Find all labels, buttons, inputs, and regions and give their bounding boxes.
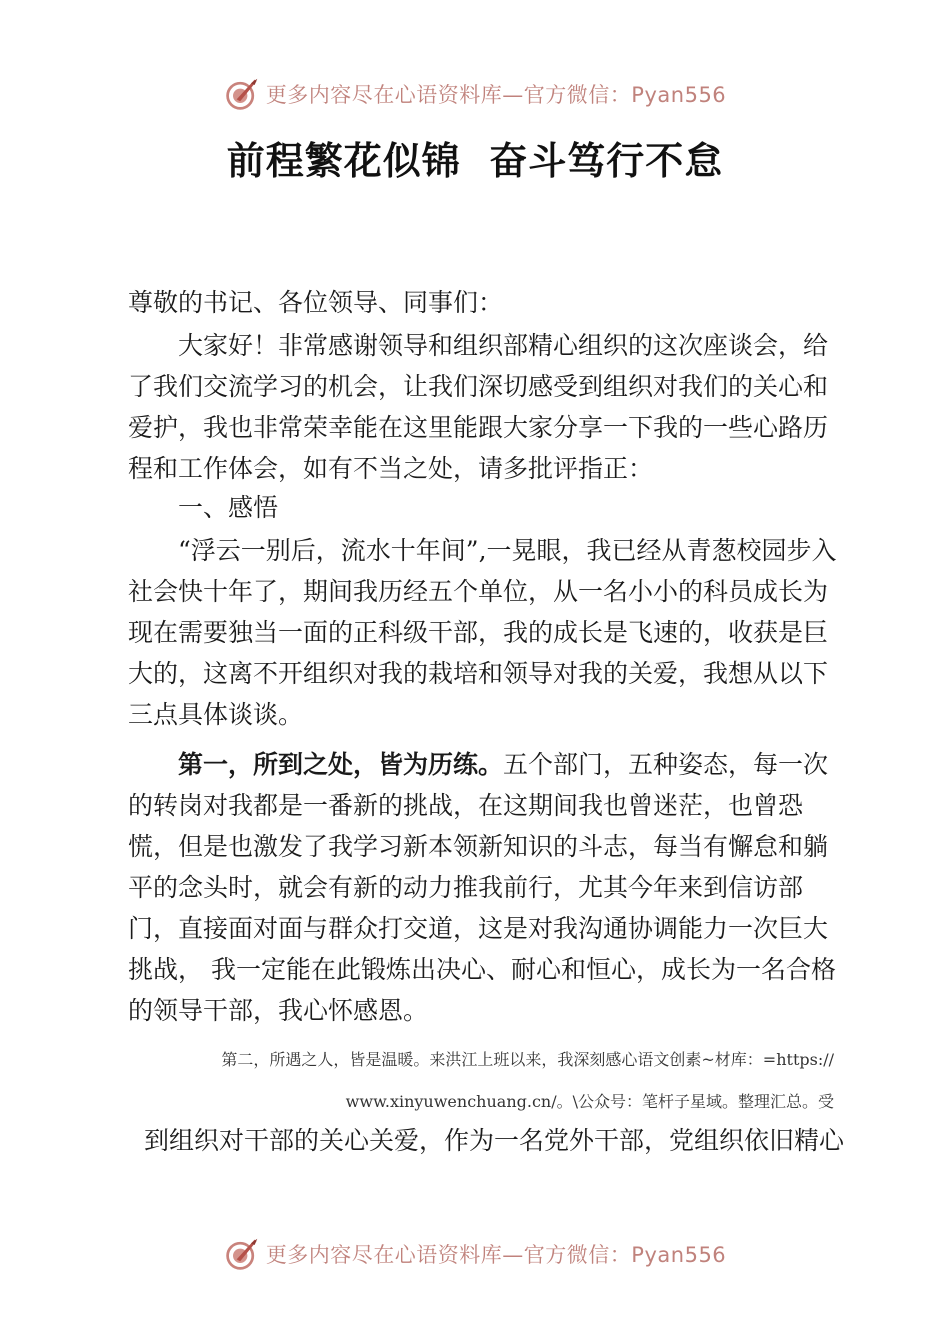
first-point-body: 五个部门，五种姿态，每一次的转岗对我都是一番新的挑战，在这期间我也曾迷茫，也曾恐慌，但是也激发了我学习新本领新知识的斗志，每当有懈怠和躺平的念头时，就会有新的动力推我前行，尤其今年来到信访部门，直接面对面与群众打交道，这是对我沟通协调能力一次巨大挑战， 我一定能在此锻炼出决心、耐心和恒心，成长为一名合格的领导干部，我心怀感恩。 — [128, 750, 836, 1025]
section-heading: 一、感悟 — [178, 493, 279, 522]
second-point-line: 第二，所遇之人，皆是温暖。来洪江上班以来，我深刻感心语文创素~材库：=https:// — [221, 1050, 834, 1069]
paragraph-opening: 大家好！非常感谢领导和组织部精心组织的这次座谈会，给了我们交流学习的机会，让我们深切感受到组织对我们的关心和爱护，我也非常荣幸能在这里能跟大家分享一下我的一些心路历程和工作体会，如有不当之处，请多批评指正： — [128, 331, 829, 483]
banner-text: 更多内容尽在心语资料库—官方微信：Pyan556 — [265, 83, 727, 107]
quill-logo-icon — [224, 76, 260, 112]
paragraph-first-point — [128, 744, 840, 1031]
first-point-lead: 第一，所到之处，皆为历练。 — [178, 750, 504, 779]
source-note-line: www.xinyuwenchuang.cn/。\公众号：笔杆子星域。整理汇总。受 — [345, 1092, 834, 1111]
footer-banner — [0, 1232, 950, 1276]
document-title: 前程繁花似锦 奋斗笃行不怠 — [226, 139, 724, 183]
paragraph-continuation: 到组织对干部的关心关爱，作为一名党外干部，党组织依旧精心 — [144, 1126, 845, 1155]
header-banner — [0, 72, 950, 116]
banner-text: 更多内容尽在心语资料库—官方微信：Pyan556 — [265, 1243, 727, 1267]
salutation: 尊敬的书记、各位领导、同事们： — [128, 288, 504, 317]
paragraph-reflection: “浮云一别后，流水十年间”,一晃眼，我已经从青葱校园步入社会快十年了，期间我历经五个单位，从一名小小的科员成长为现在需要独当一面的正科级干部，我的成长是飞速的，收获是巨大的，这离不开组织对我的栽培和领导对我的关爱，我想从以下三点具体谈谈。 — [128, 536, 837, 729]
quill-logo-icon — [224, 1236, 260, 1272]
